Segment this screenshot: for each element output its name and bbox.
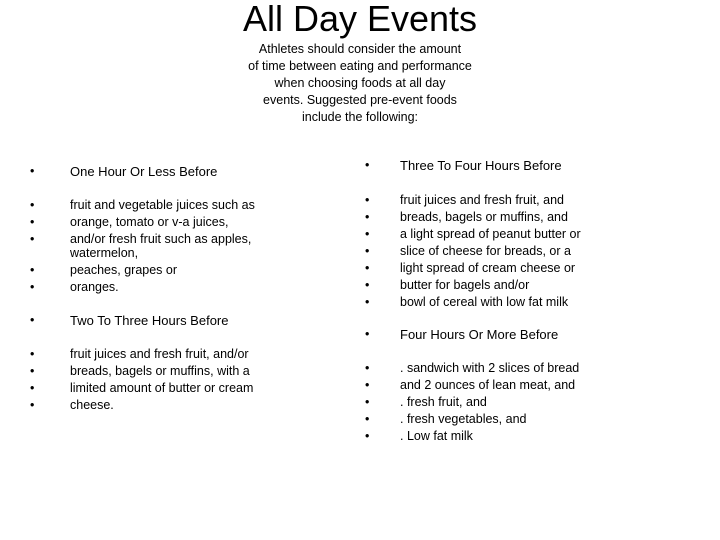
bullet: • bbox=[365, 193, 370, 207]
section-heading: Two To Three Hours Before bbox=[70, 313, 229, 328]
subtitle bbox=[210, 41, 510, 126]
bullet: • bbox=[365, 295, 370, 309]
list-item-text: fruit juices and fresh fruit, and bbox=[400, 193, 564, 207]
list-item-text: a light spread of peanut butter or bbox=[400, 227, 581, 241]
bullet: • bbox=[365, 244, 370, 258]
bullet: • bbox=[30, 232, 35, 246]
subtitle-line: events. Suggested pre-event foods bbox=[263, 93, 457, 107]
list-item-text: peaches, grapes or bbox=[70, 263, 178, 277]
bullet: • bbox=[365, 395, 370, 409]
bullet: • bbox=[30, 198, 35, 212]
bullet: • bbox=[365, 210, 370, 224]
bullet: • bbox=[30, 381, 35, 395]
bullet: • bbox=[365, 227, 370, 241]
bullet: • bbox=[365, 412, 370, 426]
subtitle-line: of time between eating and performance bbox=[248, 59, 472, 73]
bullet: • bbox=[30, 215, 35, 229]
list-item-text: fruit juices and fresh fruit, and/or bbox=[70, 347, 249, 361]
page-title: All Day Events bbox=[242, 0, 478, 39]
section-heading: Three To Four Hours Before bbox=[400, 158, 562, 173]
list-item-text: fruit and vegetable juices such as bbox=[70, 198, 255, 212]
bullet: • bbox=[30, 164, 35, 178]
bullet: • bbox=[365, 327, 370, 341]
bullet: • bbox=[30, 313, 35, 327]
bullet: • bbox=[365, 158, 370, 172]
list-item-text: bowl of cereal with low fat milk bbox=[400, 295, 569, 309]
list-item-text: light spread of cream cheese or bbox=[400, 261, 576, 275]
bullet: • bbox=[365, 378, 370, 392]
subtitle-line: Athletes should consider the amount bbox=[258, 42, 462, 56]
list-item-text: breads, bagels or muffins, and bbox=[400, 210, 568, 224]
list-item-text: . sandwich with 2 slices of bread bbox=[400, 361, 580, 375]
section-heading: Four Hours Or More Before bbox=[400, 327, 559, 342]
bullet: • bbox=[30, 364, 35, 378]
list-item-text: . fresh vegetables, and bbox=[400, 412, 527, 426]
list-item-text: orange, tomato or v-a juices, bbox=[70, 215, 229, 229]
list-item-text: . fresh fruit, and bbox=[400, 395, 487, 409]
section-heading: One Hour Or Less Before bbox=[70, 164, 218, 179]
list-item-text: slice of cheese for breads, or a bbox=[400, 244, 571, 258]
bullet: • bbox=[30, 347, 35, 361]
bullet: • bbox=[365, 261, 370, 275]
list-item-text: oranges. bbox=[70, 280, 119, 294]
bullet: • bbox=[30, 280, 35, 294]
list-item-text: limited amount of butter or cream bbox=[70, 381, 254, 395]
bullet: • bbox=[365, 429, 370, 443]
bullet: • bbox=[365, 361, 370, 375]
bullet: • bbox=[365, 278, 370, 292]
list-item-text: breads, bagels or muffins, with a bbox=[70, 364, 250, 378]
list-item-text: cheese. bbox=[70, 398, 114, 412]
bullet: • bbox=[30, 263, 35, 277]
subtitle-line: include the following: bbox=[301, 110, 419, 124]
list-item-text: . Low fat milk bbox=[400, 429, 473, 443]
bullet: • bbox=[30, 398, 35, 412]
subtitle-line: when choosing foods at all day bbox=[274, 76, 446, 90]
list-item-text: butter for bagels and/or bbox=[400, 278, 530, 292]
list-item-text: watermelon, bbox=[70, 246, 139, 260]
list-item-text: and/or fresh fruit such as apples, bbox=[70, 232, 252, 246]
list-item-text: and 2 ounces of lean meat, and bbox=[400, 378, 576, 392]
